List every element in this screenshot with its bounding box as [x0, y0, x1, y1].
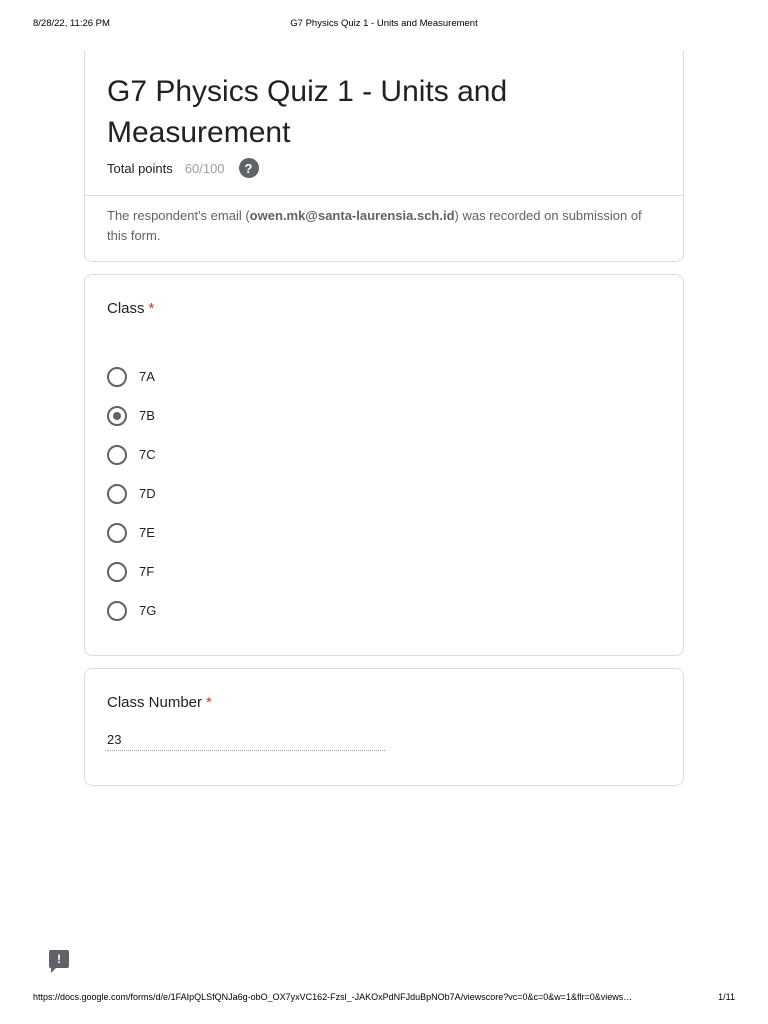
feedback-icon[interactable]: !: [49, 950, 69, 968]
radio-option-label: 7F: [139, 564, 155, 579]
radio-option-label: 7A: [139, 369, 155, 384]
print-header: [33, 18, 735, 32]
print-datetime: 8/28/22, 11:26 PM: [33, 18, 110, 29]
radio-option-label: 7B: [139, 408, 155, 423]
help-circle-icon[interactable]: ?: [239, 158, 259, 178]
total-points-value: 60/100: [184, 160, 225, 176]
radio-option-7a[interactable]: [107, 357, 156, 396]
radio-option-label: 7D: [139, 486, 156, 501]
email-note-suffix: ) was recorded on submission of this form.: [107, 208, 642, 243]
question-title-text: Class Number: [107, 694, 203, 711]
header-divider: [85, 195, 683, 196]
radio-option-label: 7C: [139, 447, 156, 462]
radio-option-7b[interactable]: [107, 396, 156, 435]
total-points-label: Total points: [107, 160, 173, 176]
form-header-card: [84, 50, 684, 262]
email-recorded-note: [107, 206, 663, 246]
print-footer: [33, 992, 735, 1006]
question-title-text: Class: [107, 300, 145, 317]
question-card-class-number: [84, 668, 684, 786]
radio-option-7g[interactable]: [107, 591, 156, 630]
radio-button[interactable]: [107, 367, 127, 387]
print-url: https://docs.google.com/forms/d/e/1FAIpQLSfQNJa6g-obO_OX7yxVC162-Fzsl_-JAKOxPdNFJduBpNOb7A/viewscore?vc=0&c=0&w=1&flr=0&views…: [33, 992, 633, 1002]
print-page-number: 1/11: [718, 992, 735, 1002]
radio-button[interactable]: [107, 445, 127, 465]
radio-option-7d[interactable]: [107, 474, 156, 513]
radio-option-7c[interactable]: [107, 435, 156, 474]
total-points: [107, 158, 259, 178]
radio-button[interactable]: [107, 523, 127, 543]
radio-button[interactable]: [107, 484, 127, 504]
print-page-title: G7 Physics Quiz 1 - Units and Measurement: [290, 18, 478, 29]
radio-option-label: 7G: [139, 603, 157, 618]
radio-button[interactable]: [107, 562, 127, 582]
radio-button[interactable]: [107, 601, 127, 621]
radio-option-7e[interactable]: [107, 513, 156, 552]
respondent-email: owen.mk@santa-laurensia.sch.id: [249, 208, 455, 223]
radio-option-7f[interactable]: [107, 552, 156, 591]
required-asterisk: *: [148, 300, 155, 317]
question-title-class: [107, 300, 154, 317]
form-title: G7 Physics Quiz 1 - Units and Measurement: [107, 75, 508, 149]
email-note-prefix: The respondent's email (: [107, 208, 250, 223]
question-card-class: [84, 274, 684, 656]
radio-option-label: 7E: [139, 525, 155, 540]
required-asterisk: *: [206, 694, 212, 711]
radio-button-selected[interactable]: [107, 406, 127, 426]
question-title-class-number: [107, 694, 212, 711]
radio-group-class: [107, 357, 156, 630]
class-number-answer: 23: [107, 732, 385, 751]
